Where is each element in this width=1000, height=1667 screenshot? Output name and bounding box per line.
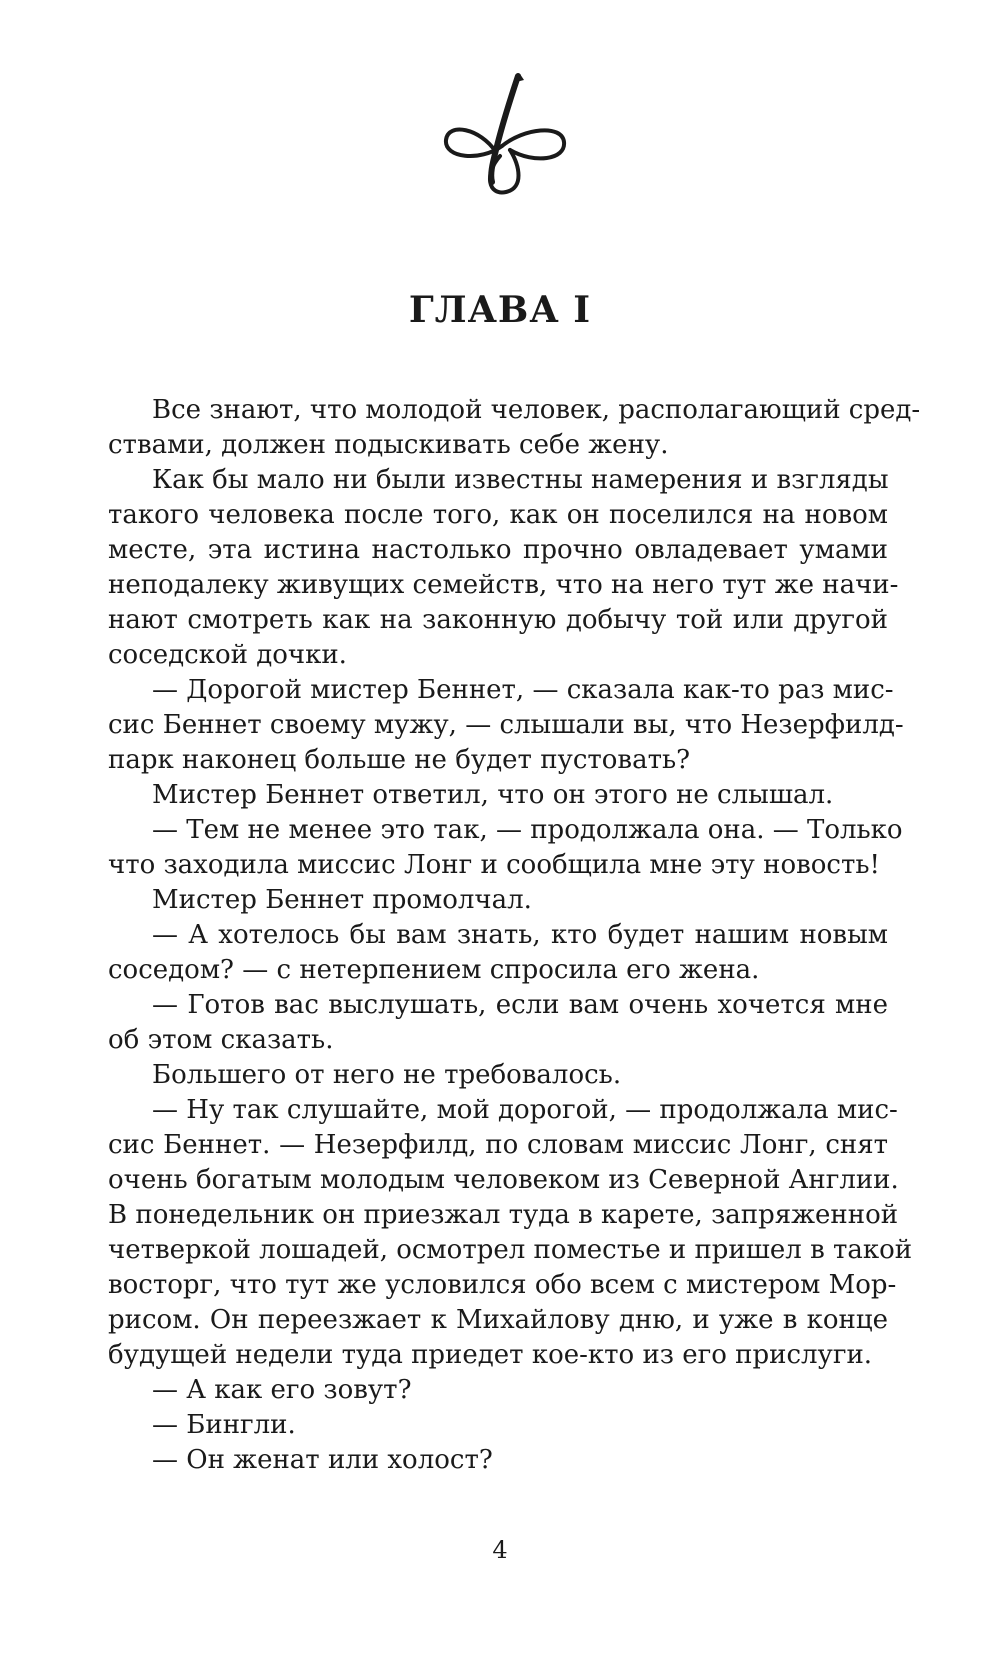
chapter-title: ГЛАВА I bbox=[408, 289, 592, 331]
text-line: такого человека после того, как он поселился на новом bbox=[108, 500, 888, 530]
flourish-ornament-icon bbox=[440, 70, 570, 200]
text-line: нают смотреть как на законную добычу той или другой bbox=[108, 605, 888, 635]
text-line: рисом. Он переезжает к Михайлову дню, и уже в конце bbox=[108, 1305, 888, 1335]
text-line: сис Беннет своему мужу, — слышали вы, что Незерфилд- bbox=[108, 710, 904, 740]
text-line: об этом сказать. bbox=[108, 1025, 334, 1055]
text-line: — Тем не менее это так, — продолжала она. — Только bbox=[152, 815, 903, 845]
text-line: месте, эта истина настолько прочно овладевает умами bbox=[108, 535, 888, 565]
text-line: Мистер Беннет ответил, что он этого не слышал. bbox=[152, 780, 834, 810]
text-line: — Готов вас выслушать, если вам очень хочется мне bbox=[152, 990, 888, 1020]
text-line: — А как его зовут? bbox=[152, 1375, 412, 1405]
text-line: Как бы мало ни были известны намерения и взгляды bbox=[152, 465, 889, 495]
text-line: — Ну так слушайте, мой дорогой, — продолжала мис- bbox=[152, 1095, 898, 1125]
text-line: ствами, должен подыскивать себе жену. bbox=[108, 430, 669, 460]
text-line: Мистер Беннет промолчал. bbox=[152, 885, 532, 915]
text-line: восторг, что тут же условился обо всем с мистером Мор- bbox=[108, 1270, 897, 1300]
text-line: неподалеку живущих семейств, что на него тут же начи- bbox=[108, 570, 899, 600]
text-line: сис Беннет. — Незерфилд, по словам миссис Лонг, снят bbox=[108, 1130, 888, 1160]
text-line: В понедельник он приезжал туда в карете, запряженной bbox=[108, 1200, 899, 1230]
text-line: Все знают, что молодой человек, располагающий сред- bbox=[152, 395, 921, 425]
text-line: соседом? — с нетерпением спросила его жена. bbox=[108, 955, 760, 985]
text-line: будущей недели туда приедет кое-кто из его прислуги. bbox=[108, 1340, 873, 1370]
text-line: что заходила миссис Лонг и сообщила мне эту новость! bbox=[108, 850, 880, 880]
text-line: очень богатым молодым человеком из Северной Англии. bbox=[108, 1165, 899, 1195]
text-line: — Дорогой мистер Беннет, — сказала как-то раз мис- bbox=[152, 675, 894, 705]
text-line: — А хотелось бы вам знать, кто будет нашим новым bbox=[152, 920, 888, 950]
page-number: 4 bbox=[492, 1536, 508, 1564]
text-line: парк наконец больше не будет пустовать? bbox=[108, 745, 691, 775]
text-line: четверкой лошадей, осмотрел поместье и пришел в такой bbox=[108, 1235, 913, 1265]
text-line: Большего от него не требовалось. bbox=[152, 1060, 622, 1090]
text-line: — Он женат или холост? bbox=[152, 1445, 493, 1475]
text-line: соседской дочки. bbox=[108, 640, 347, 670]
chapter-text bbox=[108, 393, 921, 1478]
text-line: — Бингли. bbox=[152, 1410, 296, 1440]
